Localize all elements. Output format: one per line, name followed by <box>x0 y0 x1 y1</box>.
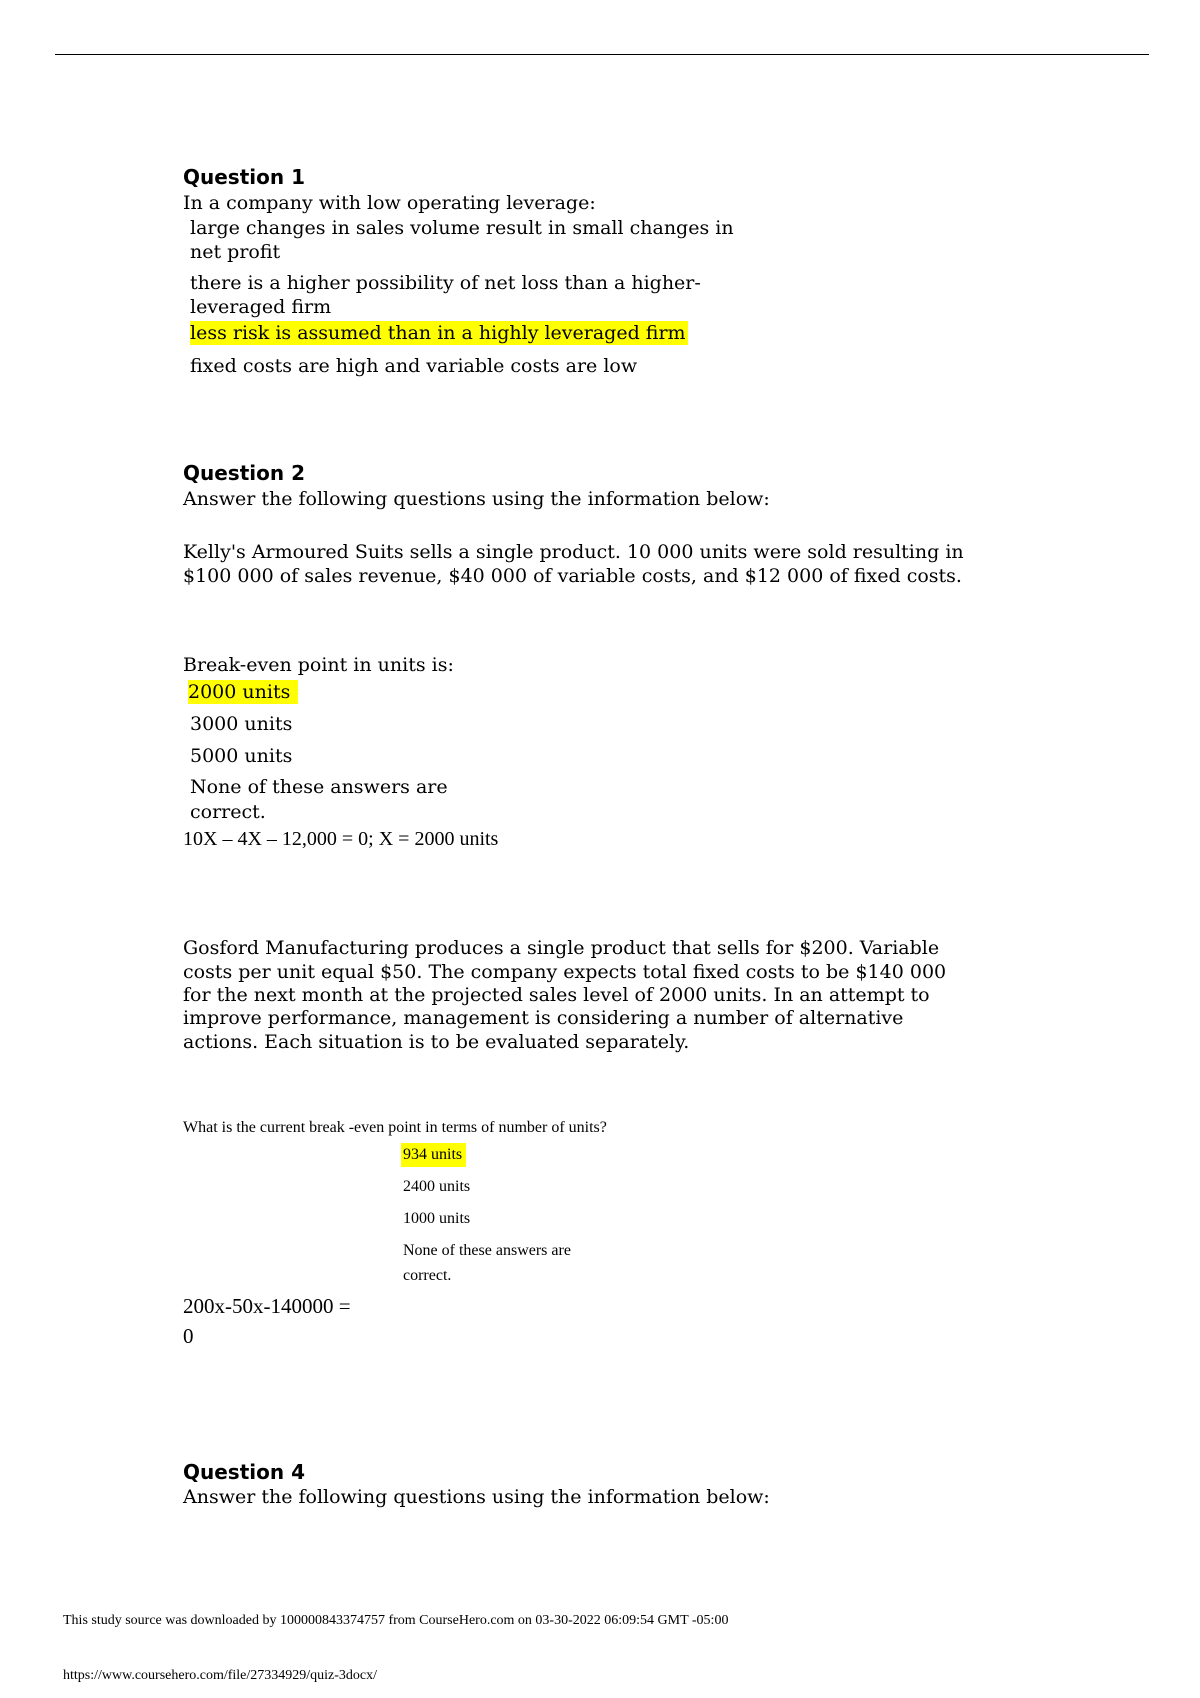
gosford-option-a-highlighted: 934 units <box>401 1143 466 1167</box>
question-2-option-c: 5000 units <box>190 745 293 767</box>
question-1-option-c-highlighted: less risk is assumed than in a highly leveraged firm <box>190 322 686 344</box>
question-1-option-a-line1: large changes in sales volume result in small changes in <box>190 217 734 239</box>
question-1-title: Question 1 <box>183 165 305 189</box>
question-2-intro: Answer the following questions using the information below: <box>183 488 770 510</box>
gosford-option-c: 1000 units <box>403 1210 471 1227</box>
question-4-title: Question 4 <box>183 1460 305 1484</box>
question-1-option-b-line2: leveraged firm <box>190 296 332 318</box>
question-2-option-b: 3000 units <box>190 713 293 735</box>
question-2-working: 10X – 4X – 12,000 = 0; X = 2000 units <box>183 828 499 850</box>
gosford-scenario-line1: Gosford Manufacturing produces a single product that sells for $200. Variable <box>183 937 940 959</box>
gosford-scenario-line3: for the next month at the projected sales level of 2000 units. In an attempt to <box>183 984 930 1006</box>
download-note: This study source was downloaded by 100000843374757 from CourseHero.com on 03-30-2022 06:09:54 GMT -05:00 <box>63 1613 729 1628</box>
question-2-scenario-line1: Kelly's Armoured Suits sells a single product. 10 000 units were sold resulting in <box>183 541 964 563</box>
header-rule <box>55 54 1149 55</box>
question-1-option-a-line2: net profit <box>190 241 281 263</box>
question-1-stem: In a company with low operating leverage: <box>183 192 596 214</box>
question-2-option-a-highlighted: 2000 units <box>188 680 298 704</box>
gosford-scenario-line2: costs per unit equal $50. The company expects total fixed costs to be $140 000 <box>183 961 947 983</box>
question-4-intro: Answer the following questions using the information below: <box>183 1486 770 1508</box>
gosford-option-d-line2: correct. <box>403 1267 452 1284</box>
question-1-option-d: fixed costs are high and variable costs are low <box>190 355 638 377</box>
gosford-working-line2: 0 <box>183 1324 194 1348</box>
gosford-option-b: 2400 units <box>403 1178 471 1195</box>
question-2-option-d-line1: None of these answers are <box>190 776 448 798</box>
question-2-scenario-line2: $100 000 of sales revenue, $40 000 of variable costs, and $12 000 of fixed costs. <box>183 565 962 587</box>
gosford-question-stem: What is the current break -even point in terms of number of units? <box>183 1119 607 1136</box>
question-2-option-d-line2: correct. <box>190 801 266 823</box>
question-1-option-b-line1: there is a higher possibility of net loss than a higher- <box>190 272 701 294</box>
gosford-working-line1: 200x-50x-140000 = <box>183 1294 351 1318</box>
gosford-scenario-line5: actions. Each situation is to be evaluated separately. <box>183 1031 690 1053</box>
source-url-link[interactable]: https://www.coursehero.com/file/27334929/quiz-3docx/ <box>63 1668 378 1683</box>
gosford-option-d-line1: None of these answers are <box>403 1242 571 1259</box>
question-2-title: Question 2 <box>183 461 305 485</box>
gosford-scenario-line4: improve performance, management is considering a number of alternative <box>183 1007 904 1029</box>
question-2-stem: Break-even point in units is: <box>183 654 454 676</box>
